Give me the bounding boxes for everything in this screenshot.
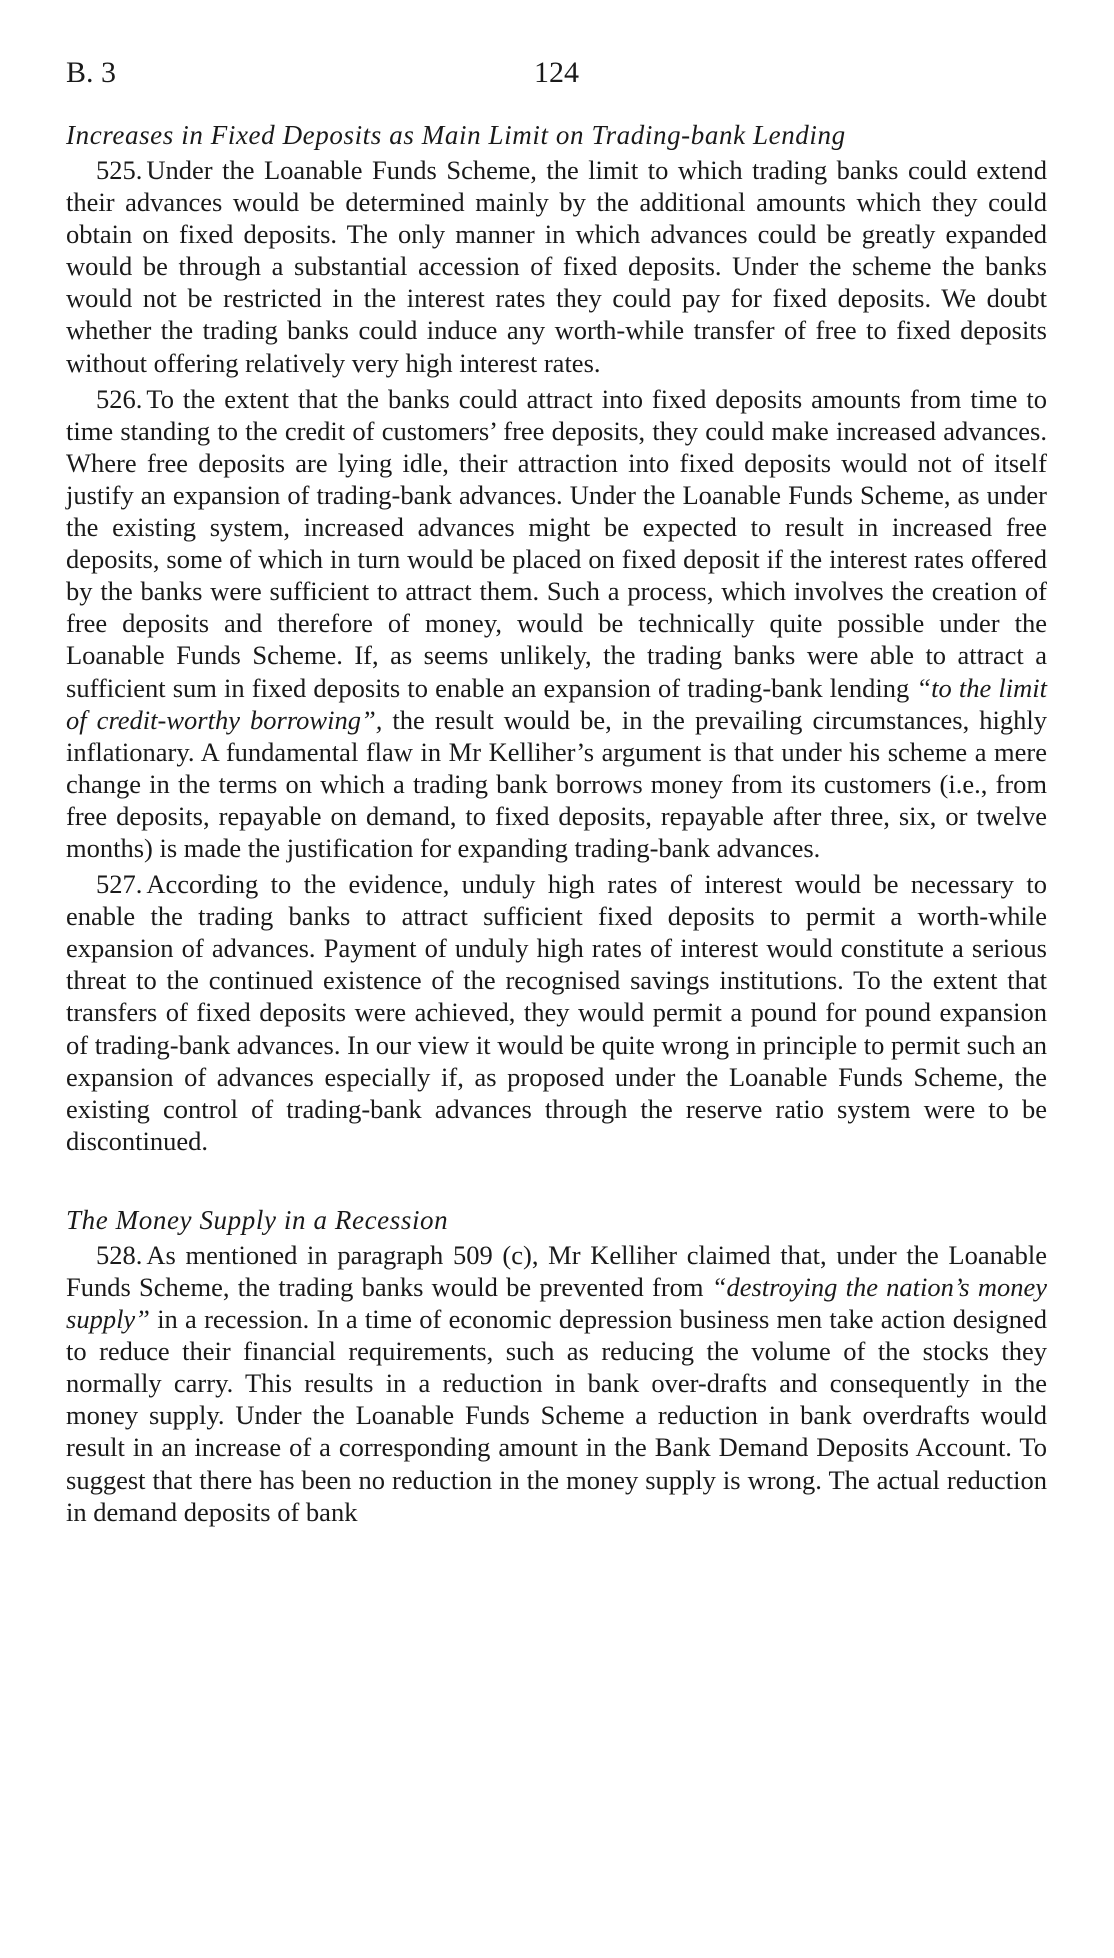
paragraph-number: 525. xyxy=(96,155,143,185)
paragraph-527 xyxy=(66,868,1047,1157)
paragraph-number: 528. xyxy=(96,1239,143,1270)
paragraph-text: the result would be, in the prevailing circumstances, highly inflationary. A fundamental flaw in Mr Kelliher’s argument is that under his scheme a mere change in the terms on which a trading bank borrows money from its customers (i.e., from free deposits, repayable on demand, to fixed deposits, repayable after three, six, or twelve months) is made the justification for expanding trading-bank advances. xyxy=(66,704,1047,863)
document-page xyxy=(66,52,1047,1532)
paragraph-text: As mentioned in paragraph 509 (c), Mr Kelliher claimed that, under the Loanable Funds Scheme, the trading banks would be prevented from xyxy=(66,1239,1047,1302)
paragraph-number: 526. xyxy=(96,383,143,414)
paragraph-text: in a recession. In a time of economic depression business men take action designed to reduce their financial requirements, such as reducing the volume of the stocks they normally carry. This results in a reduction in bank over-drafts and consequently in the money supply. Under the Loanable Funds Scheme a reduction in bank overdrafts would result in an increase of a corresponding amount in the Bank Demand Deposits Account. To suggest that there has been no reduction in the money supply is wrong. The actual reduction in demand deposits of bank xyxy=(66,1304,1047,1527)
paragraph-525 xyxy=(66,154,1047,379)
paragraph-526 xyxy=(66,383,1047,864)
paragraph-text: To the extent that the banks could attract into fixed deposits amounts from time to time standing to the credit of customers’ free deposits, they could make increased advances. Where free deposits are lying idle, their attraction into fixed deposits would not of itself justify an expansion of trading-bank advances. Under the Loanable Funds Scheme, as under the existing system, increased advances might be expected to result in increased free deposits, some of which in turn would be placed on fixed deposit if the interest rates offered by the banks were sufficient to attract them. Such a process, which involves the creation of free deposits and therefore of money, would be technically quite possible under the Loanable Funds Scheme. If, as seems unlikely, the trading banks were able to attract a sufficient sum in fixed deposits to enable an expansion of trading-bank lending xyxy=(66,383,1047,703)
paragraph-number: 527. xyxy=(96,869,143,900)
section-heading-money-supply: The Money Supply in a Recession xyxy=(66,1204,449,1235)
document-reference: B. 3 xyxy=(66,56,117,89)
quoted-phrase: “to the limit of credit-worthy borrowing”, xyxy=(66,672,1047,735)
page-number: 124 xyxy=(534,56,579,89)
paragraph-text: Under the Loanable Funds Scheme, the limit to which trading banks could extend their advances would be determined mainly by the additional amounts which they could obtain on fixed deposits. The only manner in which advances could be greatly expanded would be through a substantial accession of fixed deposits. Under the scheme the banks would not be restricted in the interest rates they could pay for fixed deposits. We doubt whether the trading banks could induce any worth-while transfer of free to fixed deposits without offering relatively very high interest rates. xyxy=(66,155,1047,378)
running-header xyxy=(66,52,1047,94)
section-heading-fixed-deposits: Increases in Fixed Deposits as Main Limit on Trading-bank Lending xyxy=(66,120,846,150)
paragraph-528 xyxy=(66,1239,1047,1528)
paragraph-text: According to the evidence, unduly high rates of interest would be necessary to enable the trading banks to attract sufficient fixed deposits to permit a worth-while expansion of advances. Payment of unduly high rates of interest would constitute a serious threat to the continued existence of the recognised savings institutions. To the extent that transfers of fixed deposits were achieved, they would permit a pound for pound expansion of trading-bank advances. In our view it would be quite wrong in principle to permit such an expansion of advances especially if, as proposed under the Loanable Funds Scheme, the existing control of trading-bank advances through the reserve ratio system were to be discontinued. xyxy=(66,869,1047,1156)
quoted-phrase: “destroying the nation’s money supply” xyxy=(66,1272,1047,1335)
